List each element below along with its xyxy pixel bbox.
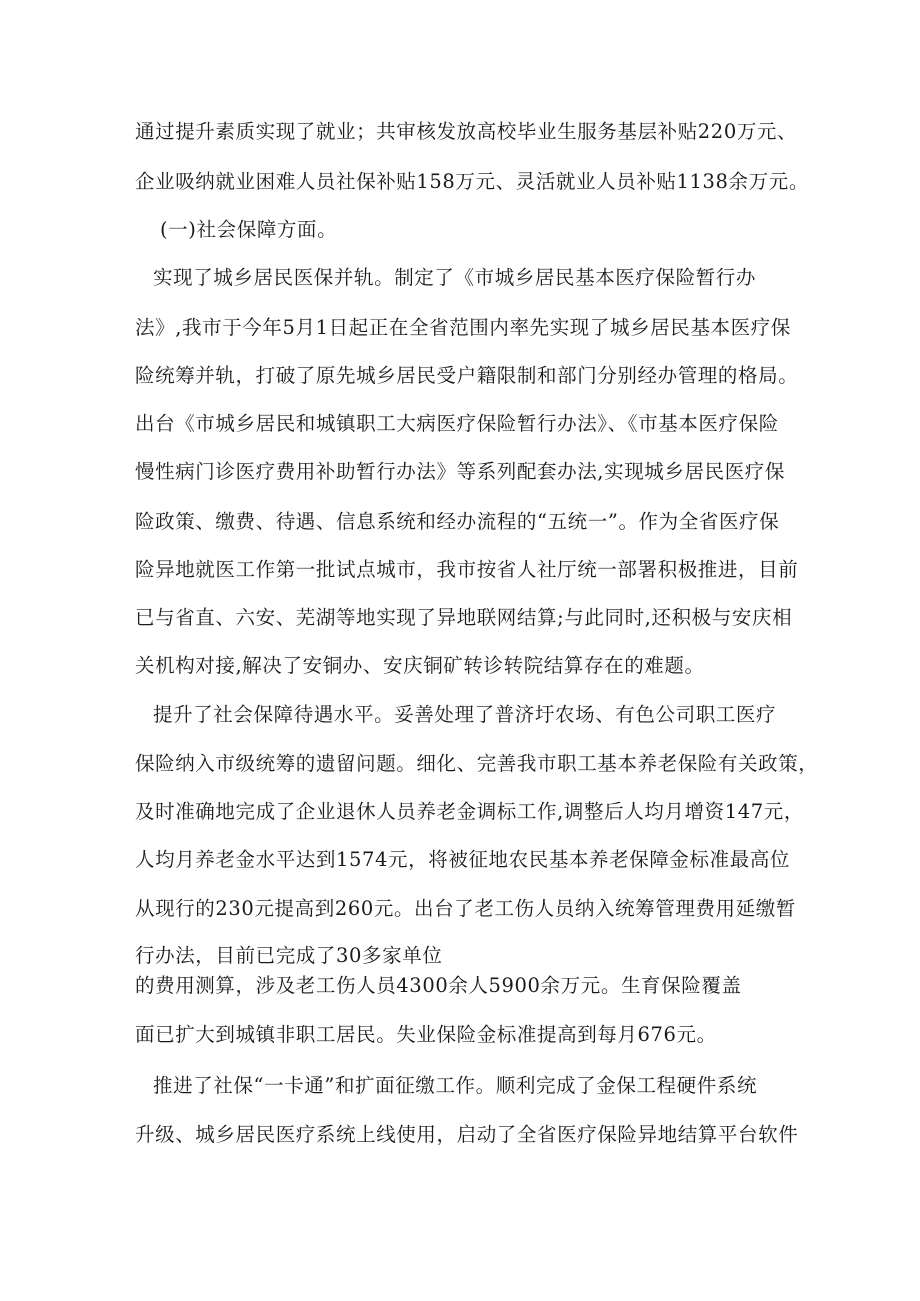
text-line: 升级、城乡居民医疗系统上线使用，启动了全省医疗保险异地结算平台软件	[135, 1123, 799, 1146]
text-line: 出台《市城乡居民和城镇职工大病医疗保险暂行办法》、《市基本医疗保险	[135, 412, 779, 435]
text-line: 慢性病门诊医疗费用补助暂行办法》等系列配套办法,实现城乡居民医疗保	[135, 460, 785, 483]
text-line: 已与省直、六安、芜湖等地实现了异地联网结算;与此同时,还积极与安庆相	[135, 606, 793, 629]
text-line: 通过提升素质实现了就业；共审核发放高校毕业生服务基层补贴220万元、	[135, 120, 798, 143]
text-line: 人均月养老金水平达到1574元，将被征地农民基本养老保障金标准最高位	[135, 848, 791, 871]
text-line: 企业吸纳就业困难人员社保补贴158万元、灵活就业人员补贴1138余万元。	[135, 170, 809, 193]
text-line: 法》,我市于今年5月1日起正在全省范围内率先实现了城乡居民基本医疗保	[135, 316, 791, 339]
text-line: 的费用测算，涉及老工伤人员4300余人5900余万元。生育保险覆盖	[135, 974, 742, 997]
paragraph-start-line: 推进了社保“一卡通”和扩面征缴工作。顺利完成了金保工程硬件系统	[153, 1074, 758, 1097]
paragraph-start-line: 提升了社会保障待遇水平。妥善处理了普济圩农场、有色公司职工医疗	[153, 703, 777, 726]
text-line: 关机构对接,解决了安铜办、安庆铜矿转诊转院结算存在的难题。	[135, 654, 705, 677]
section-heading: (一)社会保障方面。	[160, 218, 338, 241]
text-line: 险统筹并轨，打破了原先城乡居民受户籍限制和部门分别经办管理的格局。	[135, 364, 799, 387]
text-line: 险异地就医工作第一批试点城市，我市按省人社厅统一部署积极推进，目前	[135, 558, 799, 581]
text-line: 面已扩大到城镇非职工居民。失业保险金标准提高到每月676元。	[135, 1023, 717, 1046]
text-line: 保险纳入市级统筹的遗留问题。细化、完善我市职工基本养老保险有关政策，	[135, 752, 819, 775]
text-line: 从现行的230元提高到260元。出台了老工伤人员纳入统筹管理费用延缴暂	[135, 897, 796, 920]
paragraph-start-line: 实现了城乡居民医保并轨。制定了《市城乡居民基本医疗保险暂行办	[153, 266, 757, 289]
text-line: 险政策、缴费、待遇、信息系统和经办流程的“五统一”。作为全省医疗保	[135, 510, 780, 533]
text-line: 行办法，目前已完成了30多家单位	[135, 944, 443, 967]
text-line: 及时准确地完成了企业退休人员养老金调标工作,调整后人均月增资147元，	[135, 800, 804, 823]
